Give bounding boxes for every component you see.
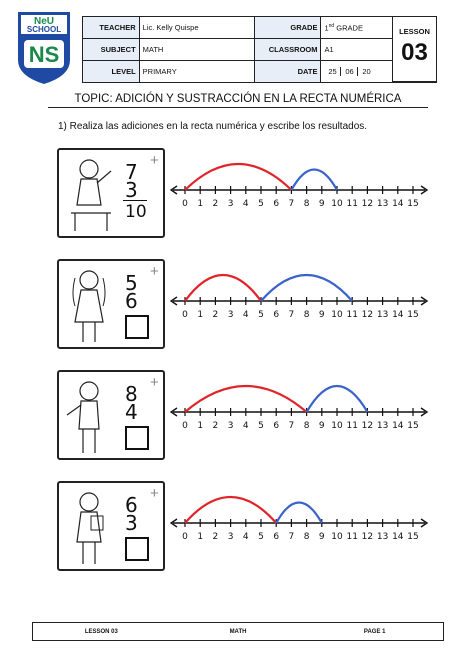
tick-label: 3	[227, 199, 234, 209]
instruction-text: 1) Realiza las adiciones en la recta numérica y escribe los resultados.	[58, 121, 368, 132]
tick-label: 12	[361, 310, 374, 320]
child-figure-icon	[61, 486, 121, 568]
tick-label: 0	[182, 532, 188, 542]
tick-label: 14	[392, 421, 404, 431]
answer-box[interactable]	[125, 426, 149, 450]
tick-label: 15	[407, 199, 419, 209]
tick-label: 1	[197, 310, 204, 320]
tick-label: 0	[182, 421, 188, 431]
tick-label: 3	[227, 532, 234, 542]
lesson-number: 03	[401, 39, 428, 66]
teacher-label: TEACHER	[83, 17, 140, 39]
child-figure-icon	[61, 375, 121, 457]
tick-label: 2	[212, 310, 219, 320]
tick-label: 9	[318, 199, 325, 209]
tick-label: 14	[392, 310, 404, 320]
tick-label: 1	[197, 532, 204, 542]
tick-label: 10	[331, 199, 343, 209]
tick-label: 11	[346, 310, 358, 320]
tick-label: 8	[303, 199, 310, 209]
grade-value: 1nd GRADE	[321, 17, 437, 39]
tick-label: 0	[182, 199, 188, 209]
tick-label: 9	[318, 310, 325, 320]
date-year: 20	[362, 67, 371, 76]
svg-text:NS: NS	[28, 42, 60, 67]
lesson-label: LESSON	[399, 27, 430, 36]
tick-label: 6	[273, 532, 280, 542]
addend-a: 6	[125, 493, 138, 517]
addend-a: 8	[125, 382, 138, 406]
tick-label: 15	[407, 310, 419, 320]
footer-page: PAGE 1	[363, 628, 386, 635]
plus-sign: +	[150, 374, 159, 391]
tick-label: 1	[197, 199, 204, 209]
footer-bar	[32, 622, 444, 641]
tick-label: 3	[227, 421, 234, 431]
tick-label: 15	[407, 532, 419, 542]
tick-label: 5	[258, 421, 264, 431]
exercise-card	[57, 259, 165, 349]
date-label: DATE	[254, 61, 321, 83]
date-month: 06	[341, 67, 358, 76]
tick-label: 6	[273, 421, 280, 431]
tick-label: 7	[288, 532, 295, 542]
tick-label: 4	[242, 310, 249, 320]
tick-label: 7	[288, 310, 295, 320]
tick-label: 4	[242, 199, 249, 209]
addend-a: 5	[125, 271, 138, 295]
tick-label: 7	[288, 199, 295, 209]
tick-label: 13	[376, 532, 389, 542]
tick-label: 8	[303, 421, 310, 431]
classroom-value: A1	[321, 39, 437, 61]
number-line	[170, 382, 430, 452]
svg-text:NeU: NeU	[33, 16, 55, 27]
tick-label: 8	[303, 310, 310, 320]
tick-label: 9	[318, 421, 325, 431]
tick-label: 14	[392, 532, 404, 542]
tick-label: 6	[273, 199, 280, 209]
grade-label: GRADE	[254, 17, 321, 39]
red-jump-arc	[185, 275, 261, 301]
tick-label: 6	[273, 310, 280, 320]
child-figure-icon	[61, 264, 121, 346]
subject-value: MATH	[139, 39, 254, 61]
tick-label: 5	[258, 310, 264, 320]
addend-b: 4	[125, 400, 138, 424]
tick-label: 12	[361, 532, 374, 542]
tick-label: 5	[258, 199, 264, 209]
date-day: 25	[324, 67, 341, 76]
red-jump-arc	[185, 164, 291, 190]
subject-label: SUBJECT	[83, 39, 140, 61]
tick-label: 11	[346, 532, 358, 542]
tick-label: 11	[346, 421, 358, 431]
exercise-card	[57, 481, 165, 571]
plus-sign: +	[150, 152, 159, 169]
tick-label: 12	[361, 421, 374, 431]
tick-label: 2	[212, 532, 219, 542]
lesson-box	[392, 16, 437, 82]
sum-bar	[123, 200, 147, 201]
teacher-value: Lic. Kelly Quispe	[139, 17, 254, 39]
tick-label: 10	[331, 421, 343, 431]
child-figure-icon	[61, 153, 121, 235]
answer-box[interactable]	[125, 315, 149, 339]
tick-label: 2	[212, 199, 219, 209]
number-line	[170, 160, 430, 230]
tick-label: 5	[258, 532, 264, 542]
tick-label: 10	[331, 310, 343, 320]
addend-a: 7	[125, 160, 138, 184]
answer-box[interactable]	[125, 537, 149, 561]
tick-label: 13	[376, 421, 389, 431]
exercise-card	[57, 370, 165, 460]
plus-sign: +	[150, 263, 159, 280]
tick-label: 1	[197, 421, 204, 431]
blue-jump-arc	[276, 502, 322, 523]
classroom-label: CLASSROOM	[254, 39, 321, 61]
addend-b: 3	[125, 178, 138, 202]
tick-label: 13	[376, 310, 389, 320]
tick-label: 15	[407, 421, 419, 431]
school-logo	[14, 10, 74, 86]
result: 10	[125, 202, 147, 222]
plus-sign: +	[150, 485, 159, 502]
tick-label: 3	[227, 310, 234, 320]
level-label: LEVEL	[83, 61, 140, 83]
number-line	[170, 493, 430, 563]
tick-label: 2	[212, 421, 219, 431]
footer-subject: MATH	[229, 628, 247, 635]
svg-text:SCHOOL: SCHOOL	[26, 25, 62, 34]
blue-jump-arc	[291, 169, 337, 190]
number-line	[170, 271, 430, 341]
tick-label: 0	[182, 310, 188, 320]
tick-label: 11	[346, 199, 358, 209]
tick-label: 13	[376, 199, 389, 209]
tick-label: 12	[361, 199, 374, 209]
tick-label: 9	[318, 532, 325, 542]
addend-b: 6	[125, 289, 138, 313]
exercise-card	[57, 148, 165, 238]
tick-label: 4	[242, 421, 249, 431]
tick-label: 4	[242, 532, 249, 542]
tick-label: 8	[303, 532, 310, 542]
tick-label: 10	[331, 532, 343, 542]
level-value: PRIMARY	[139, 61, 254, 83]
addend-b: 3	[125, 511, 138, 535]
page-title: TOPIC: ADICIÓN Y SUSTRACCIÓN EN LA RECTA NUMÉRICA	[48, 93, 428, 108]
tick-label: 14	[392, 199, 404, 209]
footer-lesson: LESSON 03	[84, 628, 118, 635]
tick-label: 7	[288, 421, 295, 431]
header-table	[82, 16, 437, 83]
